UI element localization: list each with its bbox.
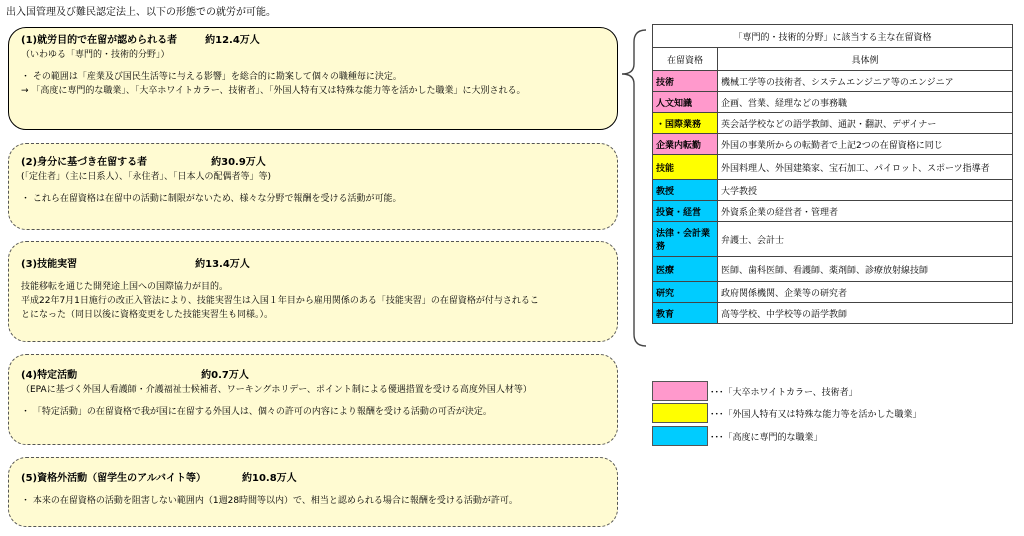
status-cell: 法律・会計業務 [653, 222, 718, 257]
table-row [653, 257, 1013, 282]
table-title: 「専門的・技術的分野」に該当する主な在留資格 [653, 25, 1013, 48]
box-title: (1)就労目的で在留が認められる者 [21, 35, 178, 46]
box-title: (5)資格外活動（留学生のアルバイト等） [21, 473, 206, 484]
table-row [653, 155, 1013, 180]
table-row [653, 222, 1013, 257]
box-outside-status [8, 457, 618, 527]
table-row [653, 303, 1013, 324]
example-cell: 高等学校、中学校等の語学教師 [718, 303, 1013, 324]
table-row [653, 92, 1013, 113]
box-status-based [8, 143, 618, 230]
legend-swatch [652, 403, 708, 423]
legend-swatch [652, 381, 708, 401]
status-cell: 技術 [653, 71, 718, 92]
example-cell: 医師、歯科医師、看護師、薬剤師、診療放射線技師 [718, 257, 1013, 282]
box-title: (4)特定活動 [21, 370, 78, 381]
example-cell: 大学教授 [718, 180, 1013, 201]
example-cell: 英会話学校などの語学教師、通訳・翻訳、デザイナー [718, 113, 1013, 134]
box-line: 平成22年7月1日施行の改正入管法により、技能実習生は入国１年目から雇用関係のある「技能実習」の在留資格が付与されるこ [21, 296, 539, 306]
example-cell: 外資系企業の経営者・管理者 [718, 201, 1013, 222]
legend-pink [652, 381, 858, 401]
box-count: 約12.4万人 [205, 35, 260, 46]
example-cell: 機械工学等の技術者、システムエンジニア等のエンジニア [718, 71, 1013, 92]
table-row [653, 180, 1013, 201]
table-row [653, 134, 1013, 155]
legend-swatch [652, 426, 708, 446]
box-technical-intern [8, 241, 618, 342]
status-cell: ・国際業務 [653, 113, 718, 134]
example-cell: 外国の事業所からの転勤者で上記2つの在留資格に同じ [718, 134, 1013, 155]
box-employment-purpose [8, 27, 618, 130]
example-cell: 政府関係機関、企業等の研究者 [718, 282, 1013, 303]
table-row [653, 282, 1013, 303]
qualifications-table [652, 24, 1013, 324]
status-cell: 教授 [653, 180, 718, 201]
legend-label: ･･･「外国人特有又は特殊な能力等を活かした職業」 [710, 409, 922, 420]
table-row [653, 201, 1013, 222]
example-cell: 企画、営業、経理などの事務職 [718, 92, 1013, 113]
box-count: 約10.8万人 [242, 473, 297, 484]
curly-brace [616, 28, 652, 348]
status-cell: 投資・経営 [653, 201, 718, 222]
status-cell: 教育 [653, 303, 718, 324]
status-cell: 企業内転勤 [653, 134, 718, 155]
column-header-status: 在留資格 [653, 48, 718, 71]
legend-label: ･･･「高度に専門的な職業」 [710, 432, 823, 443]
box-line: ・ 本来の在留資格の活動を阻害しない範囲内（1週28時間等以内）で、相当と認められる場合に報酬を受ける活動が許可。 [21, 496, 518, 506]
column-header-examples: 具体例 [718, 48, 1013, 71]
box-subtitle: (「定住者」（主に日系人）、「永住者」、「日本人の配偶者等」等) [21, 172, 272, 182]
box-line: ・ 「特定活動」の在留資格で我が国に在留する外国人は、個々の許可の内容により報酬を受ける活動の可否が決定。 [21, 407, 492, 417]
status-cell: 医療 [653, 257, 718, 282]
box-count: 約30.9万人 [211, 157, 266, 168]
box-count: 約13.4万人 [195, 259, 250, 270]
example-cell: 外国料理人、外国建築家、宝石加工、パイロット、スポーツ指導者 [718, 155, 1013, 180]
box-title: (2)身分に基づき在留する者 [21, 157, 148, 168]
table-row [653, 113, 1013, 134]
box-line: ・ これら在留資格は在留中の活動に制限がないため、様々な分野で報酬を受ける活動が可能。 [21, 194, 402, 204]
intro-text: 出入国管理及び難民認定法上、以下の形態での就労が可能。 [6, 7, 276, 18]
status-cell: 人文知識 [653, 92, 718, 113]
box-line: 技能移転を通じた開発途上国への国際協力が目的。 [21, 282, 229, 292]
legend-cyan [652, 426, 823, 446]
status-cell: 技能 [653, 155, 718, 180]
box-count: 約0.7万人 [201, 370, 249, 381]
example-cell: 弁護士、会計士 [718, 222, 1013, 257]
status-cell: 研究 [653, 282, 718, 303]
legend-label: ･･･「大卒ホワイトカラー、技術者」 [710, 387, 858, 398]
box-designated-activities [8, 354, 618, 445]
box-subtitle: （EPAに基づく外国人看護師・介護福祉士候補者、ワーキングホリデー、ポイント制による優遇措置を受ける高度外国人材等） [21, 385, 532, 395]
box-line: とになった（同日以後に資格変更をした技能実習生も同様。）。 [21, 310, 274, 320]
box-line: ・ その範囲は「産業及び国民生活等に与える影響」を総合的に勘案して個々の職種毎に決定。 [21, 72, 402, 82]
box-title: (3)技能実習 [21, 259, 78, 270]
table-row [653, 71, 1013, 92]
box-subtitle: （いわゆる「専門的・技術的分野」） [21, 50, 170, 60]
box-line: → 「高度に専門的な職業」、「大卒ホワイトカラー、技術者」、「外国人特有又は特殊な能力等を活かした職業」に大別される。 [21, 86, 526, 96]
legend-yellow [652, 403, 922, 423]
